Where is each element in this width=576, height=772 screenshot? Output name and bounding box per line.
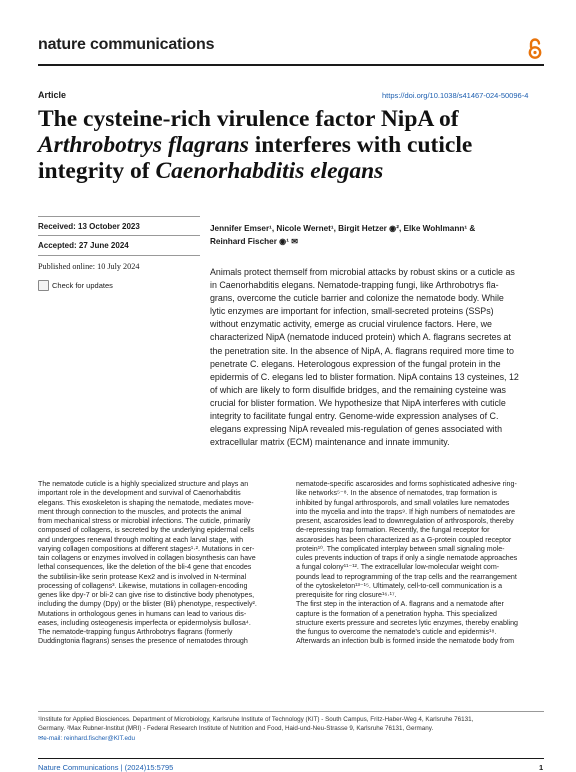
accepted-date: Accepted: 27 June 2024 [38, 241, 129, 250]
published-date: Published online: 10 July 2024 [38, 262, 140, 271]
check-for-updates-icon [38, 280, 49, 291]
body-line: into the mycelia and into the traps⁹. If high numbers of nematodes are [296, 507, 516, 516]
meta-rule [38, 235, 200, 236]
body-line: ment through connection to the muscles, and protects the animal [38, 507, 242, 516]
body-column-right [296, 480, 544, 647]
title-line: The cysteine-rich virulence factor NipA of [38, 106, 459, 132]
body-line: tain collagens or enzymes involved in collagen biosynthesis can have [38, 554, 256, 562]
article-title [38, 106, 548, 184]
received-date: Received: 13 October 2023 [38, 222, 140, 231]
body-line: Duddingtonia flagrans) senses the presence of nematodes through [38, 637, 248, 646]
body-line: Mutations in orthologous genes in humans can lead to various dis- [38, 609, 247, 618]
body-line: ascarosides has been characterized as a G-protein coupled receptor [296, 535, 512, 544]
body-line: important role in the development and survival of Caenorhabditis [38, 489, 241, 498]
abstract-line: characterized NipA (nematode induced protein) which A. flagrans secretes at [210, 332, 511, 343]
header-rule [38, 64, 544, 66]
body-line: from mechanical stress or microbial infections. The cuticle, primarily [38, 517, 251, 525]
abstract-line: of which are likely to form disulfide bridges, and the remaining cysteine was [210, 384, 506, 395]
footer-citation: Nature Communications | (2024)15:5795 [38, 763, 174, 772]
body-line: The nematode cuticle is a highly specialized structure and plays an [38, 480, 249, 488]
body-line: lethal consequences, like the deletion of the bli-4 gene that encodes [38, 563, 252, 572]
abstract-line: lytic enzymes are important for infection, small-secreted proteins (SSPs) [210, 306, 494, 317]
body-line: present, ascarosides lead to downregulation of arthrosporols, thereby [296, 517, 514, 525]
body-line: the subtilisin-like serin protease Kex2 and is involved in N-terminal [38, 572, 247, 581]
body-line: protein¹⁰. The complicated interplay between small signaling mole- [296, 544, 505, 553]
abstract-line: without enzymatic activity, emerge as crucial virulence factors. Here, we [210, 319, 492, 330]
body-line: capture is the formation of a penetration hypha. This specialized [296, 609, 497, 618]
doi-link[interactable]: https://doi.org/10.1038/s41467-024-50096-4 [382, 91, 529, 100]
affiliation-footnote: ¹Institute for Applied Biosciences. Department of Microbiology, Karlsruhe Institute of Technology (KIT) - South Campus, Fritz-Haber-Weg 4, Karlsruhe 76131, [38, 716, 474, 723]
body-line: inhibited by fungal arthrosporols, and small volatiles lure nematodes [296, 498, 510, 507]
body-line: eases, including osteogenesis imperfecta or epidermolysis bullosa⁴. [38, 618, 251, 627]
footnote-rule [38, 711, 544, 712]
title-line: Arthrobotrys flagrans interferes with cuticle [38, 132, 473, 158]
body-line: pounds lead to reprogramming of the trap cells and the rearrangement [296, 572, 517, 581]
abstract-line: grans, overcome the cuticle barrier and colonize the nematode body. While [210, 293, 504, 304]
body-line: de-repressing trap formation. Recently, the fungal receptor for [296, 526, 490, 535]
footnotes [38, 715, 548, 743]
body-line: the fungus to overcome the nematode's cuticle and epidermis¹⁸. [296, 628, 497, 636]
body-line: including the dumpy (Dpy) or the blister (Bli) phenotype, respectively². [38, 600, 257, 609]
body-line: processing of collagens³. Likewise, mutations in collagen-encoding [38, 581, 248, 590]
abstract-line: Animals protect themself from microbial attacks by robust skins or a cuticle as [210, 267, 515, 277]
footer-rule [38, 758, 544, 759]
author-list [210, 222, 545, 248]
abstract-line: in Caenorhabditis elegans. Nematode-trapping fungi, like Arthrobotrys fla- [210, 280, 499, 291]
body-line: The nematode-trapping fungus Arthrobotrys flagrans (formerly [38, 628, 233, 636]
body-line: genes like dpy-7 or bli-2 can give rise to distinctive body phenotypes, [38, 591, 255, 599]
abstract-line: extracellular matrix (ECM) maintenance and innate immunity. [210, 437, 450, 448]
affiliation-footnote: Germany. ²Max Rubner-Institut (MRI) - Federal Research Institute of Nutrition and Food, Haid-und-Neu-Strasse 9, Karlsruhe 76131, Germany. [38, 725, 434, 733]
body-line: composed of collagens, is secreted by the underlying epidermal cells [38, 526, 255, 535]
body-line: a fungal colony¹¹⁻¹². The extracellular low-molecular weight com- [296, 563, 500, 572]
body-line: like networks⁵⁻⁸. In the absence of nematodes, trap formation is [296, 489, 497, 498]
check-for-updates-label: Check for updates [52, 280, 113, 290]
body-line: prerequisite for ring closure¹⁶·¹⁷. [296, 591, 397, 599]
abstract [210, 266, 546, 449]
article-type: Article [38, 90, 67, 100]
abstract-line: elegans expressing NipA revealed mis-regulation of genes associated with [210, 424, 503, 435]
abstract-line: integrity to facilitate fungal entry. Genome-wide expression analyses of C. [210, 411, 499, 422]
meta-rule [38, 255, 200, 256]
page-number: 1 [539, 763, 544, 772]
abstract-line: penetrate C. elegans. Heterologous expression of the fungal protein in the [210, 358, 501, 369]
body-line: cules prevents induction of traps if only a single nematode approaches [296, 554, 518, 562]
body-column-left [38, 480, 286, 647]
email-link[interactable]: ✉e-mail: reinhard.fischer@KIT.edu [38, 734, 136, 742]
open-access-lock-icon [527, 38, 543, 60]
author-line: Jennifer Emser¹, Nicole Wernet¹, Birgit Hetzer ◉², Elke Wohlmann¹ & [210, 224, 476, 233]
check-for-updates-button[interactable] [38, 279, 113, 291]
body-line: and undergoes renewal through molting at each larval stage, with [38, 535, 244, 544]
body-line: varying collagen compositions at different stages¹·². Mutations in cer- [38, 544, 255, 553]
title-line: integrity of Caenorhabditis elegans [38, 158, 384, 184]
abstract-line: epidermis of C. elegans led to blister formation. NipA contains 13 cysteines, 12 [210, 371, 519, 382]
body-line: Afterwards an infection bulb is formed inside the nematode body from [296, 637, 515, 646]
abstract-line: the penetration site. In the absence of NipA, A. flagrans required more time to [210, 345, 514, 356]
body-line: structure exerts pressure and secretes lytic enzymes, thereby enabling [296, 618, 518, 627]
body-line: The first step in the interaction of A. flagrans and a nematode after [296, 600, 504, 609]
journal-name: nature communications [38, 36, 215, 53]
body-line: of the cytoskeleton¹³⁻¹⁵. Ultimately, cell-to-cell communication is a [296, 581, 503, 590]
body-line: elegans. This exoskeleton is shaping the nematode, mediates move- [38, 498, 254, 507]
author-line: Reinhard Fischer ◉¹ ✉ [210, 237, 299, 246]
body-line: nematode-specific ascarosides and forms sophisticated adhesive ring- [296, 480, 517, 488]
abstract-line: crucial for blister formation. We hypothesize that NipA interferes with cuticle [210, 397, 506, 408]
meta-rule [38, 216, 200, 217]
